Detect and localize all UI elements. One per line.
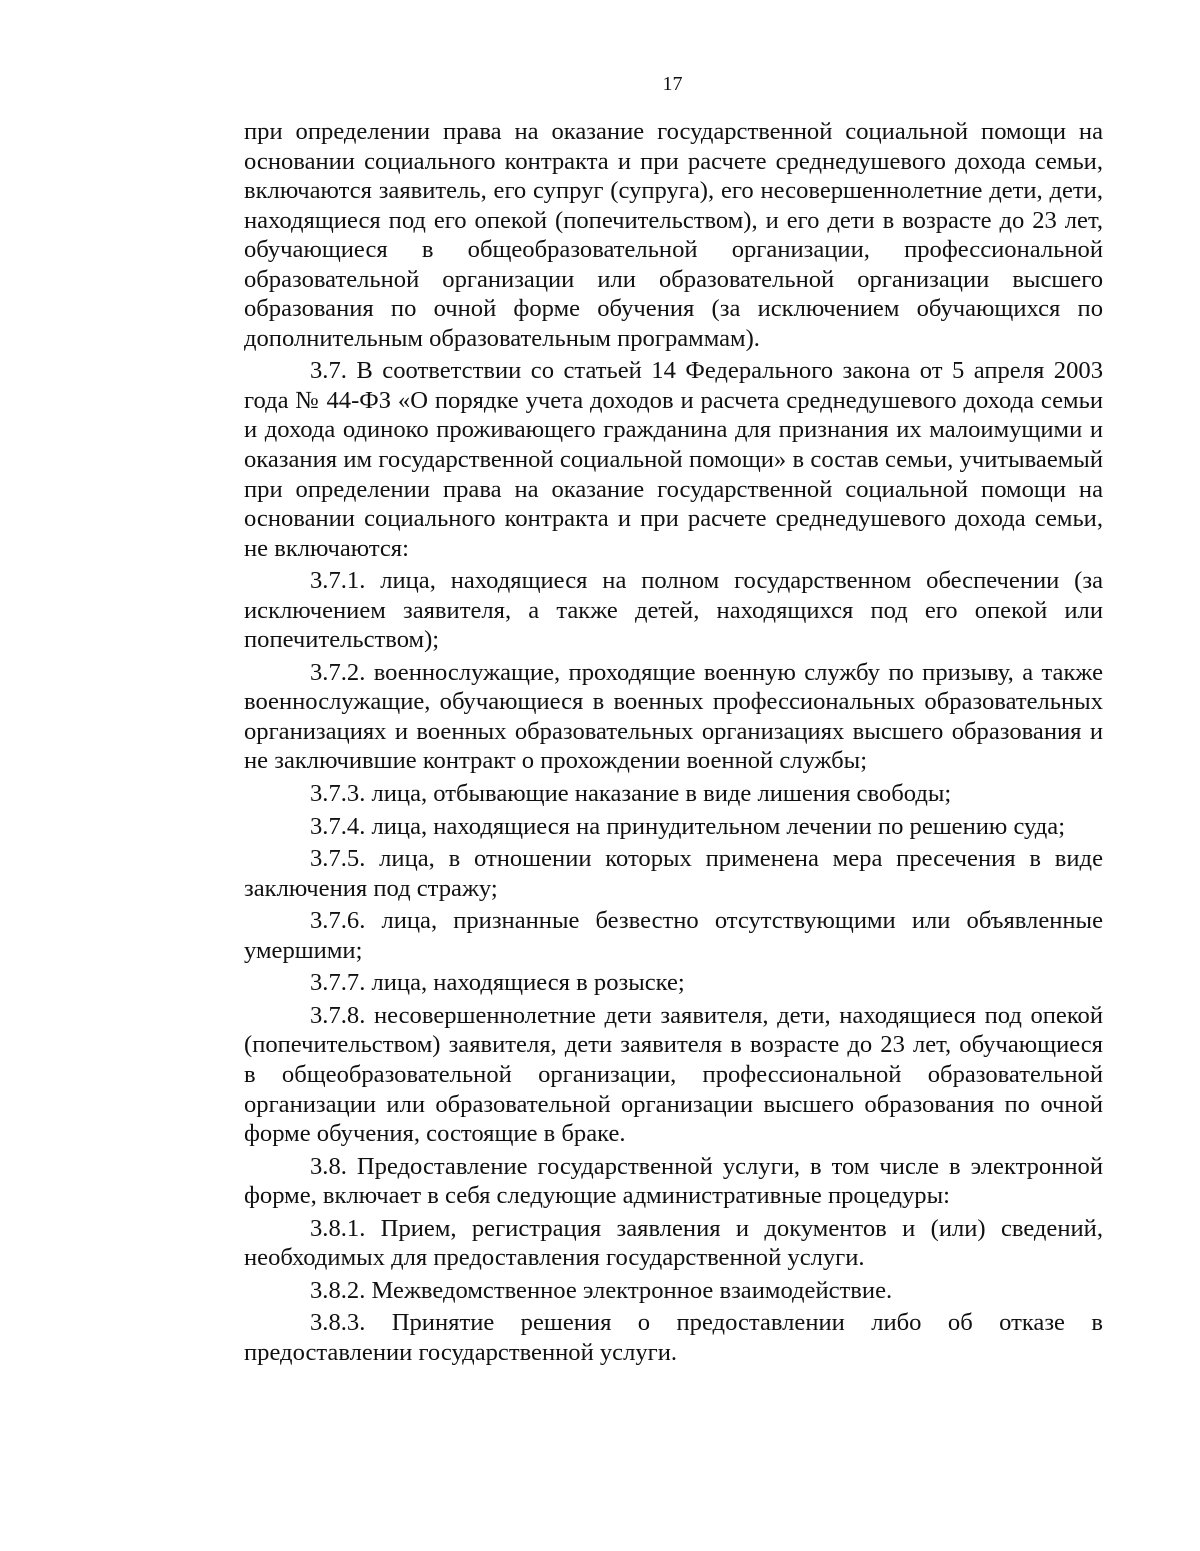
paragraph-3-7-1: 3.7.1. лица, находящиеся на полном государственном обеспечении (за исключением заявителя, а также детей, находящихся под его опекой или попечительством);: [244, 567, 1103, 654]
paragraph-3-8: 3.8. Предоставление государственной услуги, в том числе в электронной форме, включает в себя следующие административные процедуры:: [244, 1152, 1103, 1210]
paragraph-3-7: 3.7. В соответствии со статьей 14 Федерального закона от 5 апреля 2003 года № 44-ФЗ «О порядке учета доходов и расчета среднедушевого дохода семьи и дохода одиноко проживающего гражданина для признания их малоимущими и оказания им государственной социальной помощи» в состав семьи, учитываемый при определении права на оказание государственной социальной помощи на основании социального контракта и при расчете среднедушевого дохода семьи, не включаются:: [244, 357, 1103, 562]
paragraph-3-8-3: 3.8.3. Принятие решения о предоставлении либо об отказе в предоставлении государственной услуги.: [244, 1309, 1103, 1366]
paragraph-3-7-7: 3.7.7. лица, находящиеся в розыске;: [310, 969, 685, 997]
paragraph-3-7-8: 3.7.8. несовершеннолетние дети заявителя, дети, находящиеся под опекой (попечительством) заявителя, дети заявителя в возрасте до 23 лет, обучающиеся в общеобразовательной организации, профессиональной образовательной организации или образовательной организации высшего образования по очной форме обучения, состоящие в браке.: [244, 1001, 1103, 1148]
paragraph-3-7-5: 3.7.5. лица, в отношении которых применена мера пресечения в виде заключения под стражу;: [244, 845, 1103, 902]
paragraph-3-7-6: 3.7.6. лица, признанные безвестно отсутствующими или объявленные умершими;: [244, 907, 1103, 964]
paragraph-continuation: при определении права на оказание государственной социальной помощи на основании социального контракта и при расчете среднедушевого дохода семьи, включаются заявитель, его супруг (супруга), его несовершеннолетние дети, дети, находящиеся под его опекой (попечительством), и его дети в возрасте до 23 лет, обучающиеся в общеобразовательной организации, профессиональной образовательной организации или образовательной организации высшего образования по очной форме обучения (за исключением обучающихся по дополнительным образовательным программам).: [244, 118, 1103, 352]
page-number: 17: [662, 73, 683, 95]
paragraph-3-8-2: 3.8.2. Межведомственное электронное взаимодействие.: [310, 1276, 893, 1304]
paragraph-3-7-3: 3.7.3. лица, отбывающие наказание в виде лишения свободы;: [310, 780, 952, 808]
paragraph-3-7-4: 3.7.4. лица, находящиеся на принудительном лечении по решению суда;: [310, 812, 1066, 840]
paragraph-3-8-1: 3.8.1. Прием, регистрация заявления и документов и (или) сведений, необходимых для предоставления государственной услуги.: [244, 1214, 1103, 1272]
document-body: [244, 117, 1103, 1367]
paragraph-3-7-2: 3.7.2. военнослужащие, проходящие военную службу по призыву, а также военнослужащие, обучающиеся в военных профессиональных образовательных организациях и военных образовательных организациях высшего образования и не заключившие контракт о прохождении военной службы;: [244, 658, 1103, 775]
